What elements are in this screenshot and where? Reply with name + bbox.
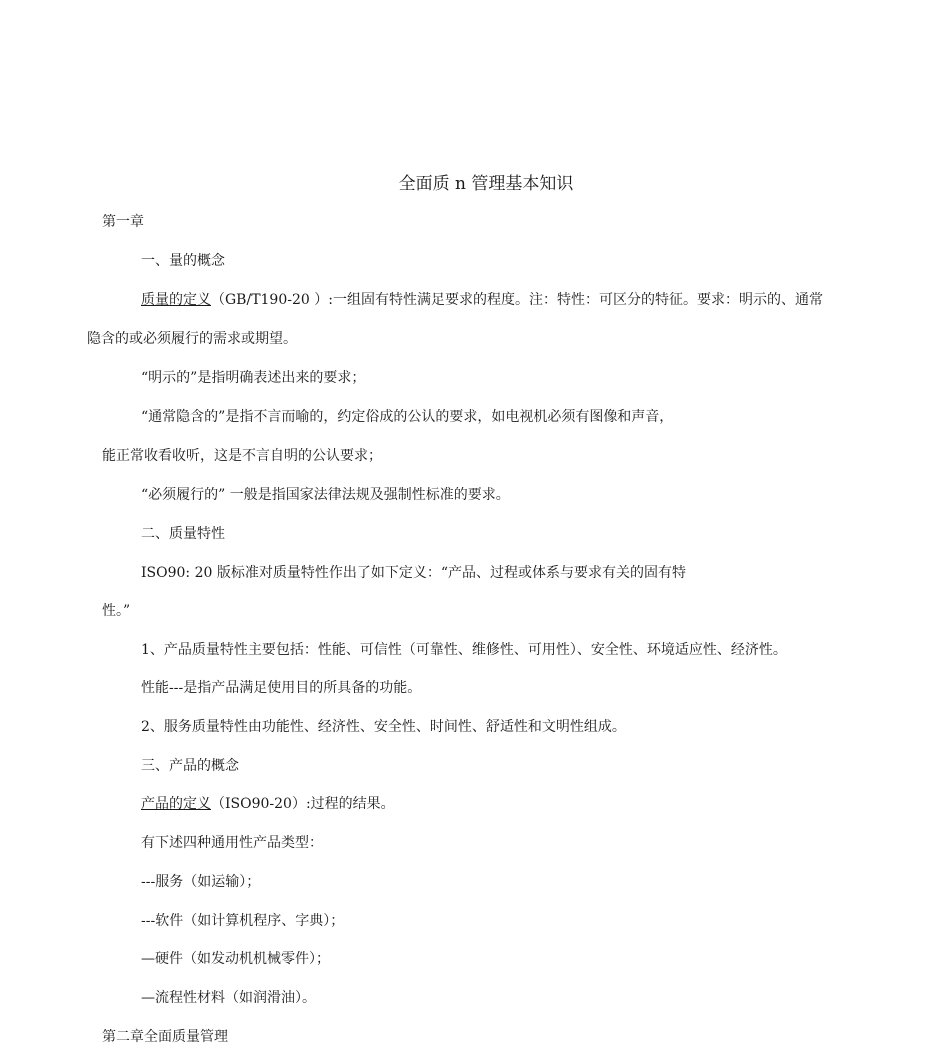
product-definition-paragraph <box>141 794 395 814</box>
quality-definition-continuation: 隐含的或必须履行的需求或期望。 <box>87 331 297 347</box>
product-definition-term: 产品的定义 <box>141 796 211 812</box>
product-type-hardware: —硬件（如发动机机械零件）； <box>141 951 330 967</box>
mandatory-requirement-text: “必须履行的” 一般是指国家法律法规及强制性标准的要求。 <box>141 487 510 503</box>
iso-definition-continuation: 性。” <box>102 603 131 619</box>
product-types-intro: 有下述四种通用性产品类型： <box>141 835 323 851</box>
quality-definition-term: 质量的定义 <box>141 292 211 308</box>
implicit-requirement-text: “通常隐含的”是指不言而喻的，约定俗成的公认的要求，如电视机必须有图像和声音， <box>141 409 674 425</box>
product-type-material: —流程性材料（如润滑油）。 <box>141 990 316 1006</box>
document-title: 全面质 n 管理基本知识 <box>398 174 574 194</box>
chapter-1-heading: 第一章 <box>102 214 144 230</box>
service-quality-characteristics: 2、服务质量特性由功能性、经济性、安全性、时间性、舒适性和文明性组成。 <box>141 719 626 735</box>
chapter-2-heading: 第二章全面质量管理 <box>102 1029 228 1045</box>
quality-definition-paragraph <box>141 290 823 310</box>
product-type-software: ---软件（如计算机程序、字典）； <box>141 913 345 929</box>
performance-definition: 性能---是指产品满足使用目的所具备的功能。 <box>141 680 422 696</box>
section-1-heading: 一、量的概念 <box>141 253 225 269</box>
section-3-heading: 三、产品的概念 <box>141 758 239 774</box>
explicit-requirement-text: “明示的”是指明确表述出来的要求； <box>141 370 366 386</box>
implicit-requirement-continuation: 能正常收看收听，这是不言自明的公认要求； <box>102 448 382 464</box>
iso-definition-text: ISO90: 20 版标准对质量特性作出了如下定义：“产品、过程或体系与要求有关的固有特 <box>141 565 686 581</box>
product-definition-text: （ISO90-20）:过程的结果。 <box>211 796 395 812</box>
section-2-heading: 二、质量特性 <box>141 526 225 542</box>
product-quality-characteristics: 1、产品质量特性主要包括：性能、可信性（可靠性、维修性、可用性）、安全性、环境适应性、经济性。 <box>141 642 787 658</box>
quality-definition-text: （GB/T190-20 ）:一组固有特性满足要求的程度。注：特性：可区分的特征。要求：明示的、通常 <box>211 292 823 308</box>
product-type-service: ---服务（如运输）； <box>141 874 261 890</box>
